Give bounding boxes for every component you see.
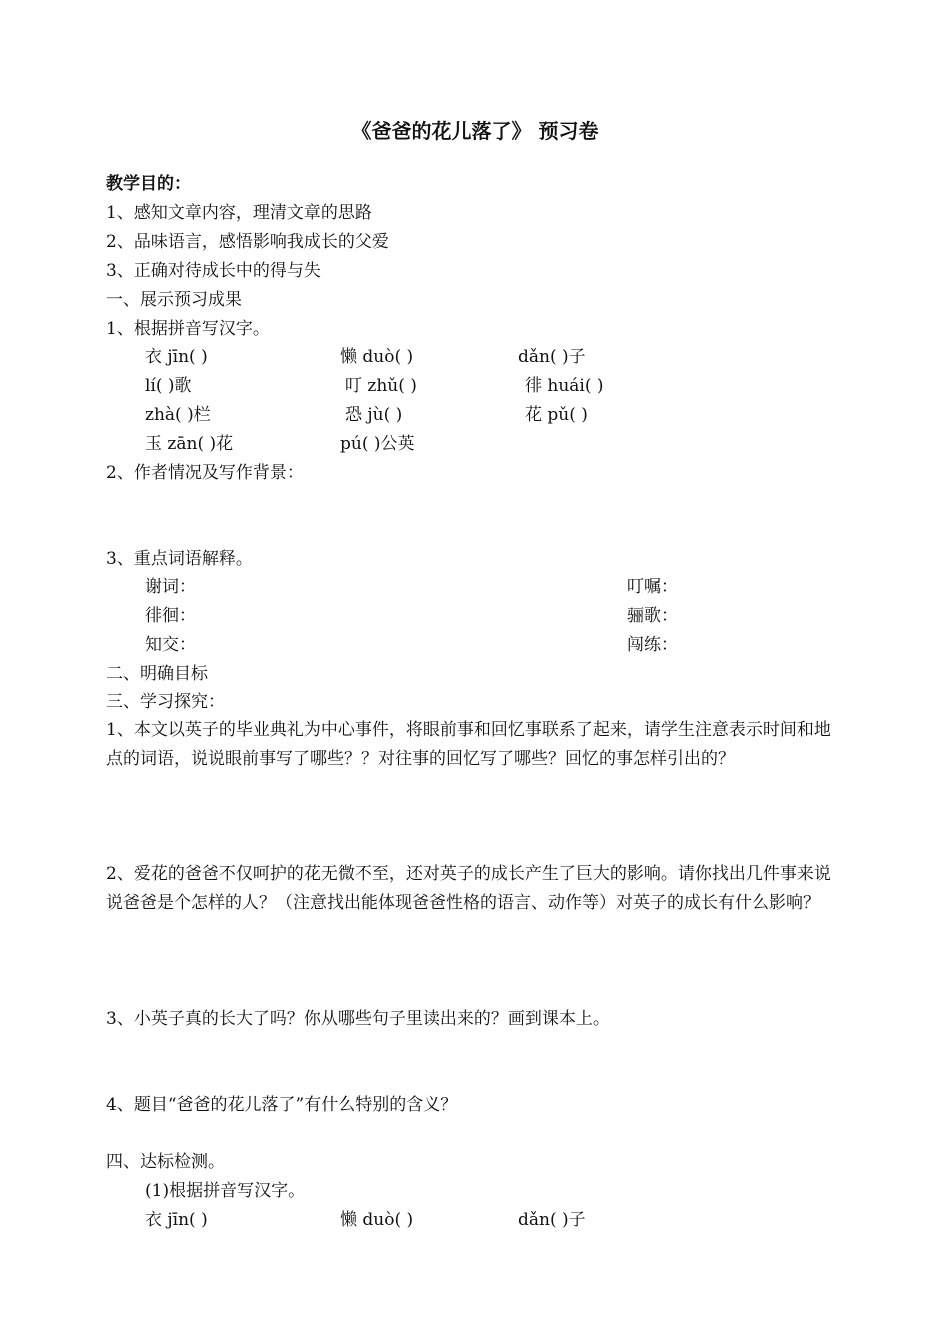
pinyin-item: zhà( )栏 (145, 405, 211, 425)
vocab-term: 闯练： (627, 635, 678, 655)
vocab-term: 知交： (145, 635, 196, 655)
section3-heading: 三、学习探究： (106, 692, 225, 712)
pinyin-item: 徘 huái( ) (525, 376, 604, 396)
vocab-term: 叮嘱： (627, 577, 678, 597)
vocab-term: 骊歌： (627, 606, 678, 626)
goals-heading: 教学目的： (106, 174, 191, 194)
goal-item: 2、品味语言，感悟影响我成长的父爱 (106, 232, 389, 252)
section4-sub: (1)根据拼音写汉字。 (145, 1181, 306, 1201)
pinyin-item: 衣 jīn( ) (145, 347, 208, 367)
pinyin-item: 恐 jù( ) (345, 405, 403, 425)
vocab-term: 谢词： (145, 577, 196, 597)
pinyin-item: dǎn( )子 (518, 347, 586, 367)
section2-heading: 二、明确目标 (106, 664, 208, 684)
pinyin-item: 叮 zhǔ( ) (345, 376, 417, 396)
page-title: 《爸爸的花儿落了》 预习卷 (351, 119, 599, 143)
study-question-4: 4、题目“爸爸的花儿落了”有什么特别的含义？ (106, 1095, 458, 1115)
study-question-2: 2、爱花的爸爸不仅呵护的花无微不至，还对英子的成长产生了巨大的影响。请你找出几件事来说说爸爸是个怎样的人？（注意找出能体现爸爸性格的语言、动作等）对英子的成长有什么影响？ (106, 864, 831, 913)
pinyin-item: 花 pǔ( ) (525, 405, 588, 425)
vocab-term: 徘徊： (145, 606, 196, 626)
pinyin-item: 懒 duò( ) (340, 347, 414, 367)
pinyin-item: 玉 zān( )花 (145, 434, 234, 454)
pinyin-item: 懒 duò( ) (340, 1210, 414, 1230)
section1-q3: 3、重点词语解释。 (106, 549, 253, 569)
goal-item: 3、正确对待成长中的得与失 (106, 261, 321, 281)
section4-heading: 四、达标检测。 (106, 1152, 225, 1172)
pinyin-item: 衣 jīn( ) (145, 1210, 208, 1230)
section1-heading: 一、展示预习成果 (106, 290, 242, 310)
study-question-1: 1、本文以英子的毕业典礼为中心事件，将眼前事和回忆事联系了起来，请学生注意表示时间和地点的词语，说说眼前事写了哪些？？对往事的回忆写了哪些？回忆的事怎样引出的？ (106, 720, 831, 769)
section1-q2: 2、作者情况及写作背景： (106, 463, 304, 483)
goal-item: 1、感知文章内容，理清文章的思路 (106, 203, 372, 223)
pinyin-item: lí( )歌 (145, 376, 192, 396)
pinyin-item: pú( )公英 (340, 434, 415, 454)
pinyin-item: dǎn( )子 (518, 1210, 586, 1230)
study-question-3: 3、小英子真的长大了吗？你从哪些句子里读出来的？画到课本上。 (106, 1009, 610, 1029)
section1-q1: 1、根据拼音写汉字。 (106, 319, 270, 339)
